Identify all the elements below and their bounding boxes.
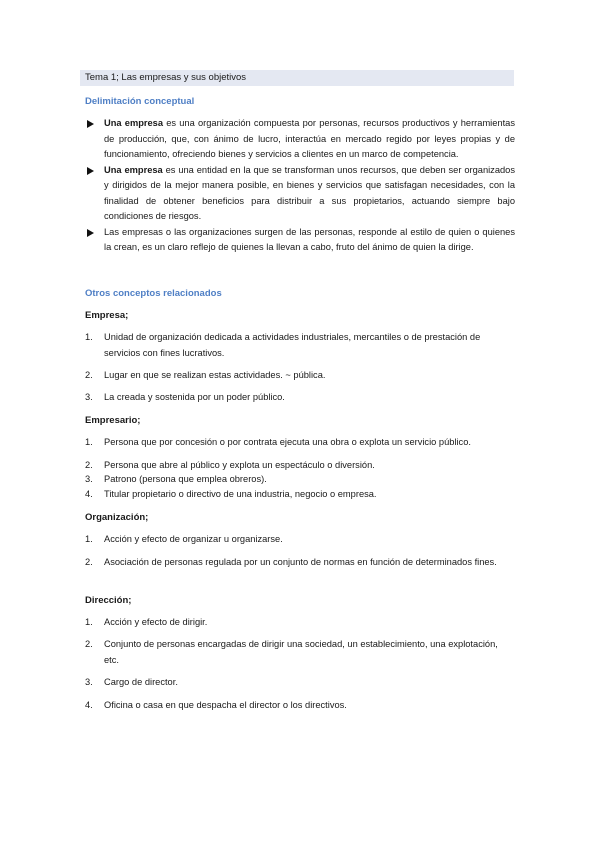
numbered-item [85, 330, 515, 361]
item-number: 3. [85, 677, 93, 687]
numbered-item [85, 472, 515, 488]
item-number: 3. [85, 474, 93, 484]
bullet-bold-term: Una empresa [104, 164, 163, 175]
numbered-item [85, 615, 515, 631]
item-number: 4. [85, 489, 93, 499]
item-text: Acción y efecto de dirigir. [104, 617, 208, 627]
numbered-item [85, 532, 515, 548]
numbered-item [85, 390, 515, 406]
item-text: Unidad de organización dedicada a actividades industriales, mercantiles o de prestación de servicios con fines lucrativos. [104, 332, 481, 358]
item-number: 2. [85, 370, 93, 380]
term-heading-empresario: Empresario; [85, 415, 141, 426]
term-heading-direccion: Dirección; [85, 595, 132, 606]
item-text: La creada y sostenida por un poder público. [104, 392, 285, 402]
item-text: Titular propietario o directivo de una industria, negocio o empresa. [104, 489, 377, 499]
term-heading-organizacion: Organización; [85, 512, 149, 523]
bullet-text: es una organización compuesta por personas, recursos productivos y herramientas de producción, que, con ánimo de lucro, interactúa en mercado regido por leyes propias y de funcionamiento, ofreciendo bienes y servicios a clientes en un marco de competencia. [104, 118, 515, 159]
numbered-item [85, 368, 515, 384]
section-heading-delimitacion: Delimitación conceptual [85, 96, 195, 107]
numbered-item [85, 435, 515, 451]
item-number: 1. [85, 437, 93, 447]
numbered-item [85, 698, 515, 714]
bullet-text: Las empresas o las organizaciones surgen de las personas, responde al estilo de quien o quienes la crean, es un claro reflejo de quienes la llevan a cabo, fruto del ánimo de quien la dirige. [104, 226, 515, 252]
item-number: 1. [85, 332, 93, 342]
arrow-bullet-icon [87, 120, 94, 128]
item-text: Acción y efecto de organizar u organizarse. [104, 534, 283, 544]
bullet-bold-term: Una empresa [104, 118, 164, 128]
item-number: 2. [85, 639, 93, 649]
bullet-list [85, 116, 515, 256]
numbered-item [85, 675, 515, 691]
item-number: 1. [85, 534, 93, 544]
bullet-item [85, 116, 515, 163]
item-number: 2. [85, 557, 93, 567]
item-text: Conjunto de personas encargadas de dirigir una sociedad, un establecimiento, una explotación, etc. [104, 639, 498, 665]
numbered-item [85, 637, 515, 668]
item-number: 4. [85, 700, 93, 710]
item-text: Cargo de director. [104, 677, 178, 687]
item-text: Persona que por concesión o por contrata ejecuta una obra o explota un servicio público. [104, 437, 471, 447]
section-heading-otros-conceptos: Otros conceptos relacionados [85, 288, 222, 299]
item-number: 2. [85, 460, 93, 470]
item-text: Asociación de personas regulada por un conjunto de normas en función de determinados fines. [104, 557, 497, 567]
arrow-bullet-icon [87, 229, 94, 237]
bullet-text: es una entidad en la que se transforman unos recursos, que deben ser organizados y dirigidos de la mejor manera posible, en bienes y servicios que satisfagan necesidades, con la finalidad de obtener beneficios para distribuir a sus propietarios, actuando siempre bajo condiciones de riesgos. [104, 164, 515, 221]
arrow-bullet-icon [87, 167, 94, 175]
numbered-item [85, 487, 515, 503]
item-text: Persona que abre al público y explota un espectáculo o diversión. [104, 460, 375, 470]
bullet-item [85, 163, 515, 225]
item-text: Patrono (persona que emplea obreros). [104, 474, 267, 484]
bullet-item [85, 225, 515, 256]
term-heading-empresa: Empresa; [85, 310, 129, 321]
numbered-item [85, 555, 515, 571]
document-title: Tema 1; Las empresas y sus objetivos [80, 70, 514, 86]
item-number: 3. [85, 392, 93, 402]
item-text: Oficina o casa en que despacha el director o los directivos. [104, 700, 347, 710]
item-text: Lugar en que se realizan estas actividades. ~ pública. [104, 370, 326, 380]
item-number: 1. [85, 617, 93, 627]
